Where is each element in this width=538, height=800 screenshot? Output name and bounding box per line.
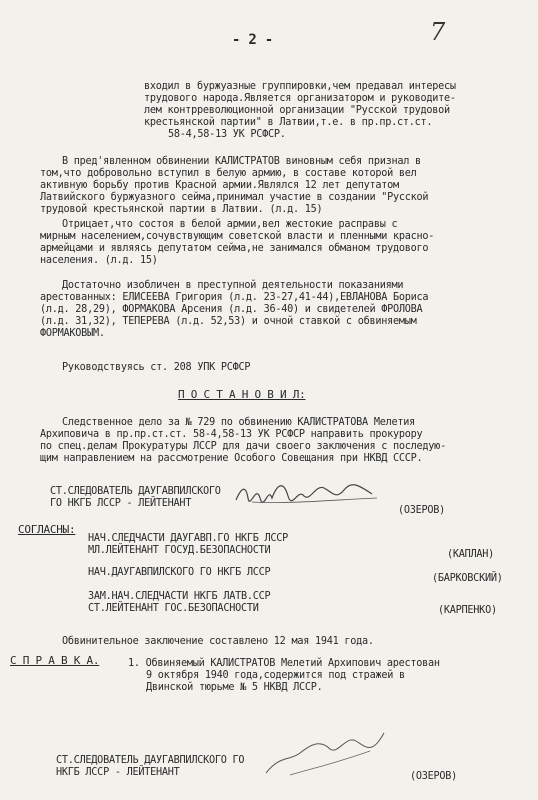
signature-title-line: НАЧ.ДАУГАВПИЛСКОГО ГО НКГБ ЛССР: [88, 567, 271, 578]
text-line: В пред'явленном обвинении КАЛИСТРАТОВ виновным себя признал в: [62, 156, 421, 167]
text-line: Следственное дело за № 729 по обвинению КАЛИСТРАТОВА Мелетия: [62, 417, 416, 428]
text-line: лем контрреволюционной организации "Русской трудовой: [144, 105, 450, 116]
text-line: (л.д. 28,29), ФОРМАКОВА Арсения (л.д. 36-40) и свидетелей ФРОЛОВА: [40, 304, 423, 315]
text-line: Латвийского буржуазного сейма,принимал участие в создании "Русской: [40, 192, 429, 203]
signature-title-line: СТ.СЛЕДОВАТЕЛЬ ДАУГАВПИЛСКОГО: [50, 486, 221, 497]
text-line: по спец.делам Прокуратуры ЛССР для дачи своего заключения с последую-: [40, 441, 446, 452]
text-line: Достаточно изобличен в преступной деятельности показаниями: [62, 280, 404, 291]
text-line: 9 октября 1940 года,содержится под стражей в: [146, 670, 405, 681]
signature-title-line: СТ.СЛЕДОВАТЕЛЬ ДАУГАВПИЛСКОГО ГО: [56, 755, 245, 766]
text-line: населения. (л.д. 15): [40, 255, 158, 266]
text-line: том,что добровольно вступил в белую армию, в составе которой вел: [40, 168, 417, 179]
reference-label: С П Р А В К А.: [10, 654, 100, 667]
signatory-name: (КАПЛАН): [447, 549, 495, 560]
signature-title-line: НКГБ ЛССР - ЛЕЙТЕНАНТ: [56, 767, 180, 778]
conclusion-date: Обвинительное заключение составлено 12 мая 1941 года.: [62, 636, 374, 647]
text-line: ФОРМАКОВЫМ.: [40, 328, 105, 339]
signature-title-line: НАЧ.СЛЕДЧАСТИ ДАУГАВП.ГО НКГБ ЛССР: [88, 533, 289, 544]
text-line: трудовой крестьянской партии в Латвии. (л.д. 15): [40, 204, 323, 215]
text-line: Архиповича в пр.пр.ст.ст. 58-4,58-13 УК РСФСР направить прокурору: [40, 429, 423, 440]
text-line: армейцами и являясь депутатом сейма,не занимался обманом трудового: [40, 243, 429, 254]
signatory-name: (БАРКОВСКИЙ): [432, 573, 503, 584]
signature-title-line: СТ.ЛЕЙТЕНАНТ ГОС.БЕЗОПАСНОСТИ: [88, 603, 259, 614]
guided-by-line: Руководствуясь ст. 208 УПК РСФСР: [62, 362, 251, 373]
text-line: щим направлением на рассмотрение Особого Совещания при НКВД СССР.: [40, 453, 423, 464]
signature-title-line: ЗАМ.НАЧ.СЛЕДЧАСТИ НКГБ ЛАТВ.ССР: [88, 591, 271, 602]
agreed-label: СОГЛАСНЫ:: [18, 523, 76, 536]
handwritten-page-number: 7: [430, 18, 446, 46]
signature-title-line: ГО НКГБ ЛССР - ЛЕЙТЕНАНТ: [50, 498, 192, 509]
page-number: - 2 -: [232, 32, 273, 48]
signatory-name: (ОЗЕРОВ): [398, 505, 446, 516]
text-line: арестованных: ЕЛИСЕЕВА Григория (л.д. 23-27,41-44),ЕВЛАНОВА Бориса: [40, 292, 429, 303]
text-line: Отрицает,что состоя в белой армии,вел жестокие расправы с: [62, 219, 398, 230]
signatory-name: (КАРПЕНКО): [438, 605, 497, 616]
text-line: входил в буржуазные группировки,чем предавал интересы: [144, 81, 456, 92]
handwritten-signature: [260, 725, 390, 785]
text-line: крестьянской партии" в Латвии,т.е. в пр.пр.ст.ст.: [144, 117, 433, 128]
text-line: Двинской тюрьме № 5 НКВД ЛССР.: [146, 682, 323, 693]
signatory-name: (ОЗЕРОВ): [410, 771, 458, 782]
text-line: мирным населением,сочувствующим советской власти и пленными красно-: [40, 231, 435, 242]
text-line: активную борьбу против Красной армии.Являлся 12 лет депутатом: [40, 180, 399, 191]
signature-title-line: МЛ.ЛЕЙТЕНАНТ ГОСУД.БЕЗОПАСНОСТИ: [88, 545, 271, 556]
text-line: 58-4,58-13 УК РСФСР.: [168, 129, 286, 140]
text-line: трудового народа.Является организатором и руководите-: [144, 93, 456, 104]
resolved-title: П О С Т А Н О В И Л:: [178, 388, 306, 401]
text-line: 1. Обвиняемый КАЛИСТРАТОВ Мелетий Архипович арестован: [128, 658, 440, 669]
handwritten-signature: [232, 478, 382, 508]
text-line: (л.д. 31,32), ТЕПЕРЕВА (л.д. 52,53) и очной ставкой с обвиняемым: [40, 316, 417, 327]
